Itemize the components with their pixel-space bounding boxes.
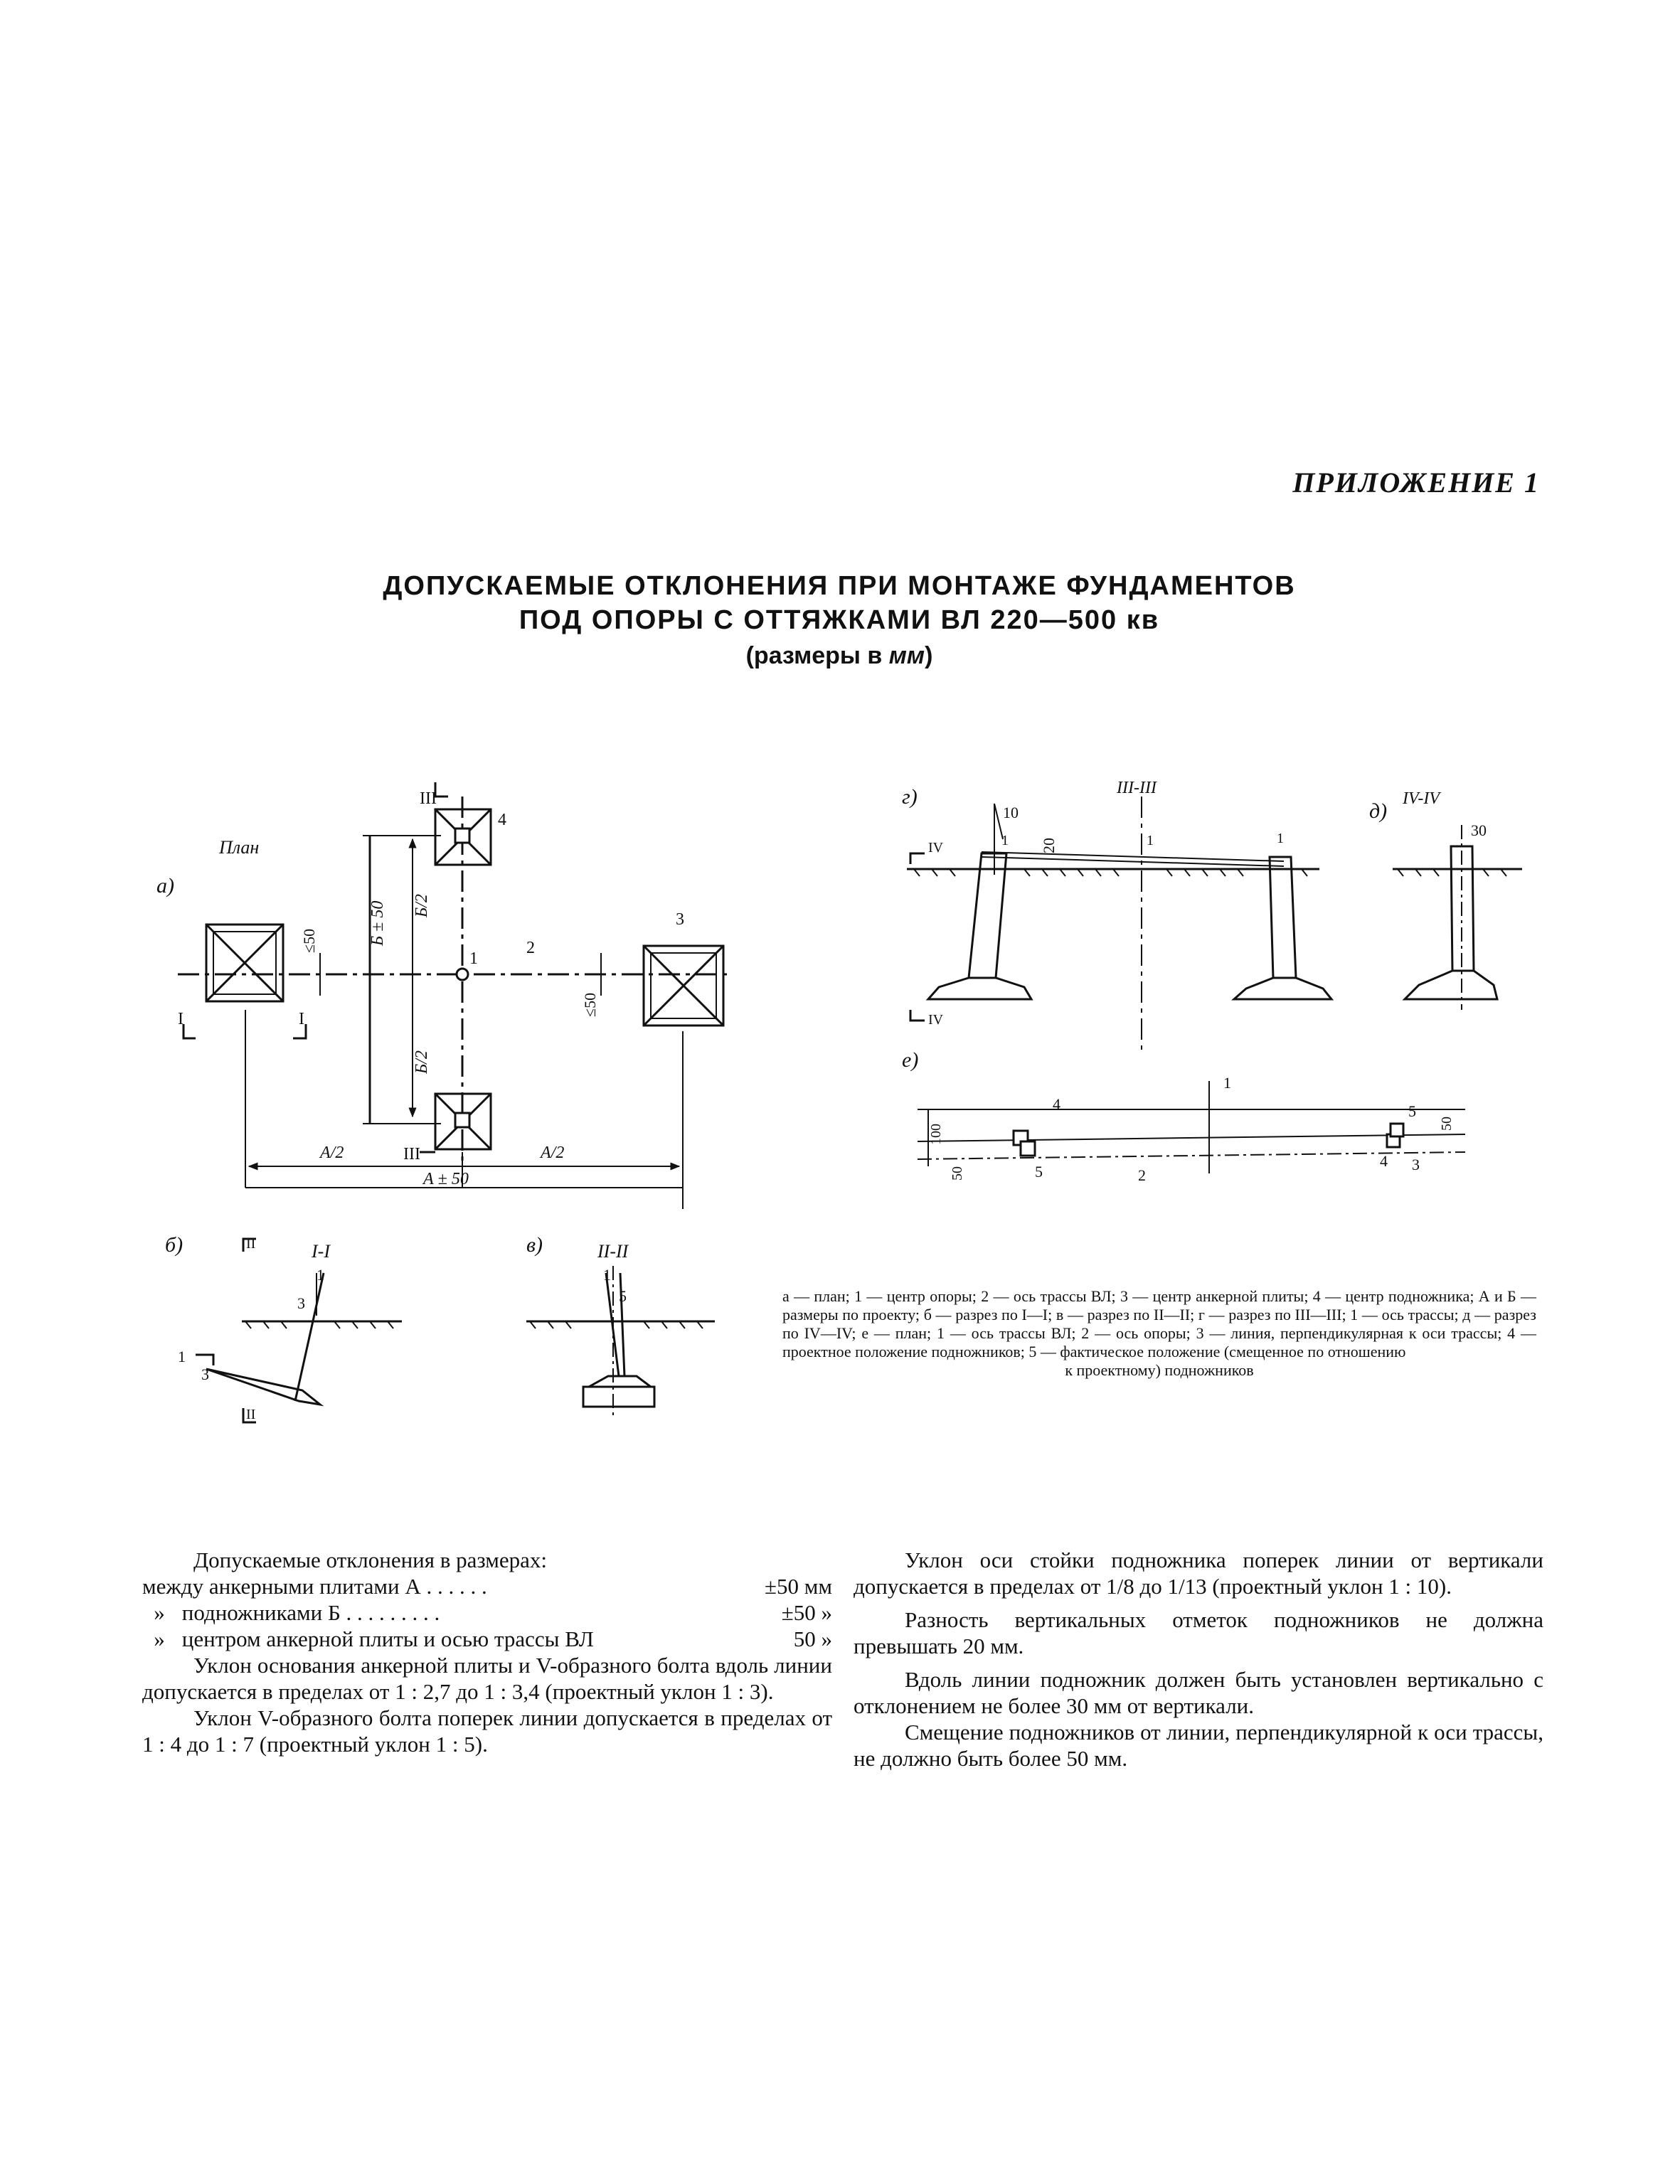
section-I-num-1: 1: [317, 1266, 324, 1284]
section-II-num-5: 5: [619, 1287, 627, 1305]
section-I-num-3b: 3: [201, 1365, 209, 1383]
tolerance-row-3-label: центром анкерной плиты и осью трассы ВЛ: [181, 1626, 594, 1651]
section-I-num-1b: 1: [178, 1348, 186, 1365]
plan-e-num-2: 2: [1138, 1166, 1146, 1184]
section-III-mark-IV-top: IV: [928, 840, 944, 856]
section-III-num-1a: 1: [1001, 833, 1009, 848]
right-column: [854, 1547, 1543, 1772]
section-III-mark-IV-bottom: IV: [928, 1012, 944, 1028]
fig-g-label: г): [902, 785, 918, 809]
tolerance-row-2-label: подножниками Б . . . . . . . . .: [181, 1600, 440, 1625]
plan-section-III: III: [420, 789, 437, 808]
section-I-I: [196, 1239, 402, 1422]
title-line-3-b: ): [925, 642, 933, 669]
tolerance-row-1-value: ±50 мм: [765, 1574, 832, 1599]
fig-d-label: д): [1369, 799, 1388, 823]
section-II-II-title: II-II: [597, 1241, 629, 1262]
plan-e-num-4b: 4: [1380, 1152, 1388, 1170]
fig-a-label: а): [156, 874, 174, 897]
legend-last-line: к проектному) подножников: [1065, 1361, 1254, 1379]
fig-v-label: в): [526, 1233, 543, 1257]
plan-e-num-4a: 4: [1053, 1095, 1060, 1113]
paragraph-footing-axis-slope: Уклон оси стойки подножника поперек линии от вертикали допускается в пределах от 1/8 до 1/13 (проектный уклон 1 : 10).: [854, 1548, 1543, 1599]
plan-e-dim-100: 100: [928, 1124, 944, 1145]
plan-dim-A2-right: А/2: [541, 1144, 565, 1162]
plan-section-I-left: I: [178, 1010, 184, 1028]
legend-text: а — план; 1 — центр опоры; 2 — ось трассы ВЛ; 3 — центр анкерной плиты; 4 — центр подножника; А и Б — размеры по проекту; б — разрез по I—I; в — разрез по II—II; г — разрез по III—III; 1 — ось трассы; д — разрез по IV—IV; е — план; 1 — ось трассы ВЛ; 2 — ось опоры; 3 — линия, перпендикулярная к оси трассы; 4 — проектное положение подножников; 5 — фактическое положение (смещенное по отношению: [782, 1287, 1536, 1360]
plan-dim-le50-left: ≤50: [300, 928, 318, 953]
left-column: [142, 1547, 832, 1757]
plan-dim-le50-right: ≤50: [581, 992, 599, 1017]
title-line-3-unit: мм: [888, 642, 925, 669]
tolerance-row-1-label: между анкерными плитами А . . . . . .: [142, 1574, 487, 1599]
tolerance-row-3-value: 50 »: [793, 1626, 832, 1651]
section-I-I-title: I-I: [312, 1241, 330, 1262]
plan-e-dim-50b: 50: [1439, 1117, 1455, 1131]
paragraph-bolt-slope: Уклон V-образного болта поперек линии допускается в пределах от 1 : 4 до 1 : 7 (проектный уклон 1 : 5).: [142, 1705, 832, 1757]
paragraph-vertical-deviation: Вдоль линии подножник должен быть установлен вертикально с отклонением не более 30 мм от вертикали.: [854, 1667, 1543, 1718]
anchor-plate-right: [644, 946, 723, 1026]
plan-section-III-bottom: III: [403, 1145, 420, 1163]
plan-dim-B2-top: Б/2: [413, 894, 431, 917]
figure-legend: [782, 1287, 1536, 1380]
fig-b-label: б): [165, 1233, 184, 1257]
plan-num-3: 3: [676, 910, 684, 929]
ditto-mark-1: »: [154, 1600, 165, 1625]
anchor-plate-left: [206, 925, 283, 1001]
tolerance-row-3: [142, 1626, 832, 1652]
section-III-dim-10: 10: [1003, 804, 1019, 821]
plan-dim-B50: Б ± 50: [368, 900, 387, 946]
section-I-mark-II-top: II: [246, 1236, 256, 1252]
plan-view: [178, 782, 733, 1209]
plan-dim-B2-bottom: Б/2: [413, 1050, 431, 1074]
tolerances-intro: Допускаемые отклонения в размерах:: [193, 1548, 547, 1572]
title-line-3-a: (размеры в: [745, 642, 889, 669]
plan-num-4: 4: [498, 811, 506, 829]
title-line-2: ПОД ОПОРЫ С ОТТЯЖКАМИ ВЛ 220—500 кв: [519, 605, 1160, 635]
plan-e-num-5a: 5: [1035, 1163, 1043, 1181]
fig-e-label: е): [902, 1048, 919, 1072]
section-IV-IV: [1393, 825, 1522, 1010]
paragraph-elevation-difference: Разность вертикальных отметок подножников не должна превышать 20 мм.: [854, 1607, 1543, 1658]
plan-section-I-right: I: [299, 1010, 304, 1028]
section-III-num-1c: 1: [1277, 831, 1284, 846]
section-I-num-3: 3: [297, 1294, 305, 1312]
plan-dim-A50: А ± 50: [423, 1170, 469, 1188]
section-III-dim-20: 20: [1040, 838, 1058, 853]
tolerance-row-2: [142, 1599, 832, 1626]
plan-e-dim-50a: 50: [950, 1166, 965, 1181]
section-IV-IV-title: IV-IV: [1403, 789, 1440, 808]
plan-e-num-3: 3: [1412, 1156, 1420, 1173]
section-III-III-title: III-III: [1117, 779, 1157, 797]
plan-dim-A2-left: А/2: [320, 1144, 344, 1162]
plan-e-num-5b: 5: [1408, 1102, 1416, 1120]
ditto-mark-2: »: [154, 1626, 165, 1651]
section-III-III: [907, 797, 1331, 1053]
plan-e-num-1: 1: [1223, 1074, 1231, 1092]
section-IV-dim-30: 30: [1471, 821, 1487, 839]
plan-label: План: [219, 837, 260, 858]
title-line-1: ДОПУСКАЕМЫЕ ОТКЛОНЕНИЯ ПРИ МОНТАЖЕ ФУНДАМЕНТОВ: [383, 571, 1296, 601]
plan-num-2: 2: [526, 939, 535, 957]
appendix-label: ПРИЛОЖЕНИЕ 1: [1292, 467, 1540, 499]
paragraph-footing-offset: Смещение подножников от линии, перпендикулярной к оси трассы, не должно быть более 50 мм.: [854, 1720, 1543, 1771]
paragraph-anchor-slope: Уклон основания анкерной плиты и V-образного болта вдоль линии допускается в пределах от 1 : 2,7 до 1 : 3,4 (проектный уклон 1 : 3).: [142, 1653, 832, 1704]
section-III-num-1b: 1: [1147, 833, 1154, 848]
section-II-num-1: 1: [603, 1266, 611, 1284]
section-I-mark-II-bottom: II: [246, 1407, 256, 1422]
plan-num-1: 1: [469, 949, 478, 968]
tolerance-row-2-value: ±50 »: [781, 1600, 832, 1625]
tolerance-row-1: [142, 1573, 832, 1599]
